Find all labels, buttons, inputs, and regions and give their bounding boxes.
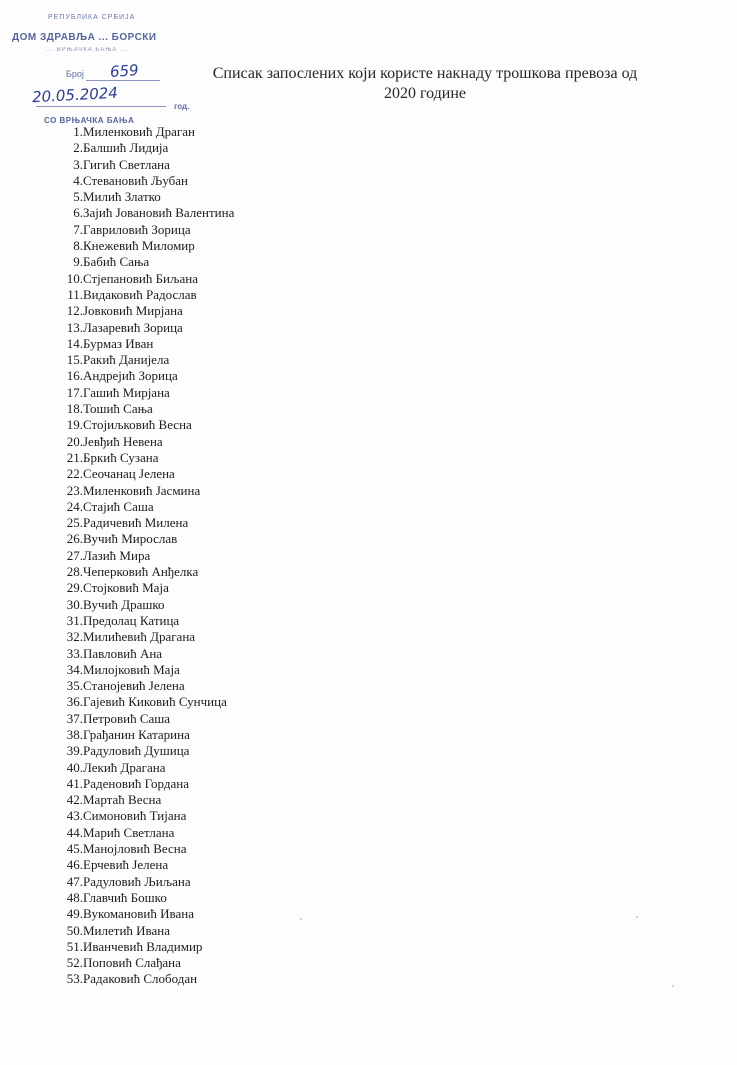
list-item-name: Милић Златко — [83, 189, 161, 205]
list-item-name: Вучић Мирослав — [83, 531, 178, 547]
list-item — [50, 320, 234, 336]
stamp-place: СО ВРЊАЧКА БАЊА — [44, 116, 135, 125]
list-item — [50, 564, 234, 580]
list-item — [50, 531, 234, 547]
list-item — [50, 955, 234, 971]
stamp-number-label: Број — [66, 69, 84, 79]
document-title — [190, 64, 660, 104]
list-item — [50, 254, 234, 270]
list-item-number: 19. — [66, 417, 83, 433]
list-item — [50, 173, 234, 189]
list-item-name: Павловић Ана — [83, 645, 163, 661]
list-item — [50, 711, 234, 727]
list-item-number: 27. — [66, 547, 83, 563]
list-item-number: 40. — [66, 759, 83, 775]
list-item — [50, 352, 234, 368]
list-item-name: Видаковић Радослав — [83, 286, 197, 302]
list-item-name: Јовковић Мирјана — [83, 303, 183, 319]
list-item-name: Марић Светлана — [83, 824, 175, 840]
list-item-number: 49. — [66, 906, 83, 922]
list-item — [50, 205, 234, 221]
list-item-name: Предолац Катица — [83, 612, 180, 628]
list-item-number: 51. — [66, 938, 83, 954]
list-item — [50, 792, 234, 808]
list-item — [50, 857, 234, 873]
list-item-number: 18. — [66, 401, 83, 417]
stamp-line-2: ДОМ ЗДРАВЉА ... БОРСКИ — [12, 32, 157, 43]
list-item — [50, 417, 234, 433]
list-item-name: Иванчевић Владимир — [83, 938, 203, 954]
list-item — [50, 515, 234, 531]
list-item-number: 17. — [66, 384, 83, 400]
list-item-number: 29. — [66, 580, 83, 596]
list-item-number: 14. — [66, 335, 83, 351]
list-item — [50, 401, 234, 417]
list-item — [50, 727, 234, 743]
list-item — [50, 971, 234, 987]
list-item-name: Милојковић Маја — [83, 661, 180, 677]
list-item — [50, 841, 234, 857]
stamp-line-1: РЕПУБЛИКА СРБИЈА — [48, 14, 136, 21]
list-item-name: Јевђић Невена — [83, 433, 163, 449]
list-item-name: Главчић Бошко — [83, 889, 167, 905]
list-item-name: Радаковић Слободан — [83, 971, 198, 987]
list-item-number: 10. — [66, 270, 83, 286]
list-item — [50, 368, 234, 384]
list-item-name: Манојловић Весна — [83, 841, 187, 857]
list-item — [50, 906, 234, 922]
list-item — [50, 874, 234, 890]
list-item — [50, 336, 234, 352]
list-item-number: 41. — [66, 775, 83, 791]
list-item-name: Стјепановић Биљана — [83, 270, 198, 286]
list-item-name: Гигић Светлана — [83, 156, 170, 172]
scan-speck — [672, 985, 674, 987]
list-item-number: 43. — [66, 808, 83, 824]
list-item-number: 35. — [66, 678, 83, 694]
list-item-number: 48. — [66, 889, 83, 905]
list-item-number: 33. — [66, 645, 83, 661]
scan-speck — [300, 918, 302, 920]
list-item-name: Гавриловић Зорица — [83, 221, 191, 237]
list-item-name: Гајевић Киковић Сунчица — [83, 694, 227, 710]
list-item-number: 36. — [66, 694, 83, 710]
list-item — [50, 140, 234, 156]
list-item-name: Лекић Драгана — [83, 759, 166, 775]
list-item-number: 26. — [66, 531, 83, 547]
list-item-name: Ракић Данијела — [83, 352, 170, 368]
list-item-name: Лазаревић Зорица — [83, 319, 183, 335]
list-item-name: Ерчевић Јелена — [83, 857, 169, 873]
list-item-number: 45. — [66, 841, 83, 857]
title-line-1: Списак запослених који користе накнаду трошкова превоза од — [212, 65, 638, 82]
list-item-name: Радичевић Милена — [83, 515, 189, 531]
list-item — [50, 678, 234, 694]
list-item-name: Петровић Саша — [83, 710, 171, 726]
list-item — [50, 157, 234, 173]
list-item-name: Гашић Мирјана — [83, 384, 170, 400]
list-item — [50, 808, 234, 824]
list-item-number: 8. — [73, 238, 83, 254]
list-item-name: Зајић Јовановић Валентина — [83, 205, 235, 221]
list-item — [50, 466, 234, 482]
stamp-line-3: ... ВРЊАЧКА БАЊА ... — [46, 47, 128, 53]
list-item-name: Бркић Сузана — [83, 449, 159, 465]
list-item-number: 3. — [73, 156, 83, 172]
list-item — [50, 694, 234, 710]
list-item — [50, 124, 234, 140]
list-item-name: Балшић Лидија — [83, 140, 169, 156]
registry-stamp — [8, 14, 213, 125]
stamp-number-value: 659 — [109, 61, 140, 81]
list-item-number: 7. — [73, 221, 83, 237]
list-item-number: 46. — [66, 857, 83, 873]
list-item-number: 25. — [66, 515, 83, 531]
list-item — [50, 483, 234, 499]
list-item-number: 5. — [73, 189, 83, 205]
list-item-number: 4. — [73, 172, 83, 188]
list-item-name: Андрејић Зорица — [83, 368, 178, 384]
list-item-name: Симоновић Тијана — [83, 808, 187, 824]
list-item-number: 24. — [66, 498, 83, 514]
list-item — [50, 646, 234, 662]
list-item-name: Радуловић Љиљана — [83, 873, 191, 889]
list-item — [50, 613, 234, 629]
list-item — [50, 760, 234, 776]
scan-speck — [636, 916, 638, 918]
list-item-number: 30. — [66, 596, 83, 612]
list-item — [50, 434, 234, 450]
list-item — [50, 385, 234, 401]
stamp-date-underline — [36, 106, 166, 107]
list-item-name: Станојевић Јелена — [83, 678, 185, 694]
list-item — [50, 890, 234, 906]
list-item-number: 2. — [73, 140, 83, 156]
list-item — [50, 939, 234, 955]
list-item-name: Сеочанац Јелена — [83, 466, 175, 482]
list-item — [50, 597, 234, 613]
list-item-name: Чеперковић Анђелка — [83, 564, 199, 580]
list-item-name: Радуловић Душица — [83, 743, 190, 759]
list-item-number: 31. — [66, 612, 83, 628]
list-item-number: 47. — [66, 873, 83, 889]
stamp-year-label: год. — [174, 102, 190, 111]
employee-list — [50, 124, 234, 988]
list-item — [50, 499, 234, 515]
list-item-number: 34. — [66, 661, 83, 677]
list-item-number: 1. — [73, 124, 83, 139]
list-item-name: Поповић Слађана — [83, 955, 181, 971]
list-item-name: Стојиљковић Весна — [83, 417, 192, 433]
list-item-name: Бабић Сања — [83, 254, 150, 270]
list-item-name: Раденовић Гордана — [83, 775, 189, 791]
stamp-number-underline — [86, 80, 160, 81]
list-item-name: Стевановић Љубан — [83, 172, 188, 188]
list-item-name: Грађанин Катарина — [83, 726, 190, 742]
list-item-number: 15. — [66, 352, 83, 368]
list-item — [50, 825, 234, 841]
list-item — [50, 662, 234, 678]
list-item-name: Тошић Сања — [83, 401, 153, 417]
list-item-name: Милићевић Драгана — [83, 629, 196, 645]
list-item-number: 42. — [66, 792, 83, 808]
list-item-number: 38. — [66, 726, 83, 742]
list-item-number: 28. — [66, 564, 83, 580]
list-item-number: 23. — [66, 482, 83, 498]
list-item-name: Миленковић Драган — [83, 124, 195, 139]
list-item — [50, 629, 234, 645]
list-item-number: 53. — [66, 971, 83, 987]
list-item — [50, 923, 234, 939]
list-item — [50, 303, 234, 319]
list-item-number: 9. — [73, 254, 83, 270]
list-item — [50, 450, 234, 466]
list-item-number: 39. — [66, 743, 83, 759]
list-item-number: 12. — [66, 303, 83, 319]
list-item-name: Милетић Ивана — [83, 922, 171, 938]
list-item-name: Бурмаз Иван — [83, 335, 154, 351]
title-line-2: 2020 године — [383, 85, 467, 102]
list-item-number: 44. — [66, 824, 83, 840]
list-item-number: 20. — [66, 433, 83, 449]
list-item-number: 16. — [66, 368, 83, 384]
list-item — [50, 287, 234, 303]
list-item — [50, 222, 234, 238]
list-item — [50, 548, 234, 564]
list-item-name: Мартаћ Весна — [83, 792, 162, 808]
list-item — [50, 189, 234, 205]
list-item-number: 22. — [66, 466, 83, 482]
list-item-number: 37. — [66, 710, 83, 726]
list-item-number: 32. — [66, 629, 83, 645]
list-item — [50, 271, 234, 287]
list-item-name: Стајић Саша — [83, 498, 154, 514]
list-item-number: 50. — [66, 922, 83, 938]
list-item-name: Вучић Драшко — [83, 596, 165, 612]
list-item — [50, 580, 234, 596]
list-item-name: Вукомановић Ивана — [83, 906, 194, 922]
list-item-number: 52. — [66, 955, 83, 971]
list-item — [50, 743, 234, 759]
list-item-name: Кнежевић Миломир — [83, 238, 195, 254]
stamp-date-value: 20.05.2024 — [31, 83, 119, 107]
list-item-number: 21. — [66, 449, 83, 465]
list-item-number: 13. — [66, 319, 83, 335]
list-item — [50, 776, 234, 792]
list-item-name: Лазић Мира — [83, 547, 151, 563]
list-item-number: 6. — [73, 205, 83, 221]
list-item-name: Стојковић Маја — [83, 580, 169, 596]
list-item-name: Миленковић Јасмина — [83, 482, 201, 498]
list-item — [50, 238, 234, 254]
list-item-number: 11. — [67, 286, 83, 302]
